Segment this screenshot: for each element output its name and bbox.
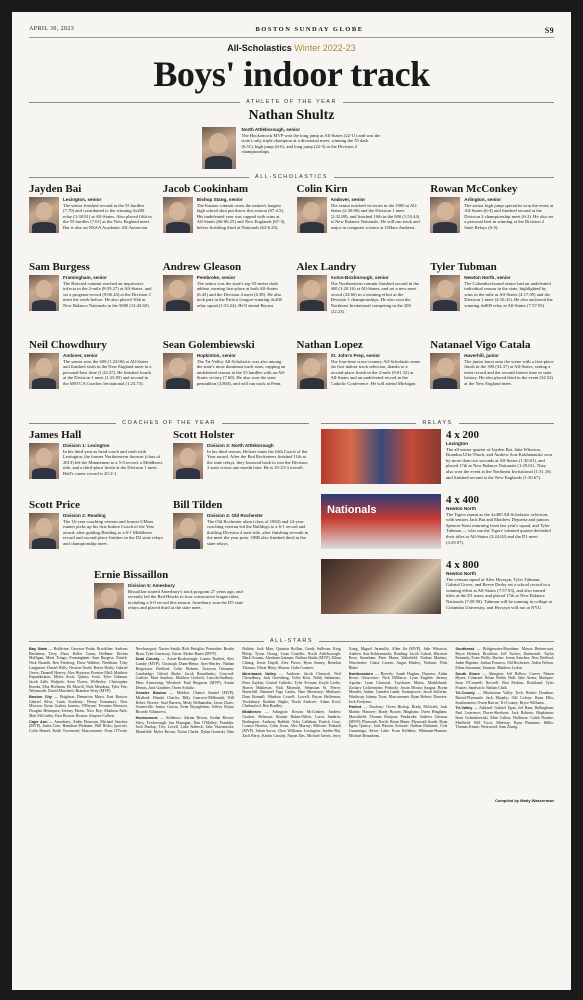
relays-column	[321, 415, 554, 633]
league-name: Merrimack Valley	[242, 670, 276, 676]
athlete-body	[430, 353, 554, 413]
athlete-blurb: The senior notched victories in the 1000 at All-States (2:30.06) and the Division 1 meet (2:32.88), and finished 10th in the 800 (1:55.44) at New Balance Nationals. He will run track and major in computer science at UMass Amherst.	[330, 202, 420, 230]
coach-card	[173, 499, 309, 565]
athlete-card	[430, 261, 554, 335]
athlete-card	[297, 183, 421, 257]
athlete-name: Rowan McConkey	[430, 183, 518, 195]
relay-entry	[321, 429, 554, 489]
athlete-blurb: The senior finished second in the 55 hurdles (7.70) and contributed to the winning 4x200 relay (1:30.01) at All-States. Also placed fifth in the 55 hurdles (7.61) at the New England meet. Bai is also an NSAA Academic All-American.	[63, 202, 152, 230]
all-stars-league: Greater Boston — Malden: Chance Saintel (MVP), Medford: Dimitri Charles; Billy Guerrero-Milbrandt; Will Kebei; Revere: Saul Barrera, Medy Belhamdini, Jason Chaiv; Somerville: Junior Garcia, Evan Brynglehim, Jeffrey Rojas; Ricardo Villanueva.	[135, 690, 235, 715]
coach-name: Scott Price	[29, 499, 80, 511]
league-athletes: Amesbury: Aiden Donovan, Michael Sanchez (MVP), Justin Cote; Hamilton-Wenham: Will Hicks; Ipswich: Colin Hamel, Keith Townsend; Masconomet: Evan O'Toole; Newburyport: Xavier Smith, Rich Pettiglio; Pentucket: Brodie Ryan, Tyler Carraway; Triton: Parker Burns (MVP).	[29, 647, 235, 733]
athlete-text	[464, 197, 554, 257]
athlete-body	[297, 197, 421, 257]
athlete-text	[464, 275, 554, 335]
athlete-body	[29, 275, 153, 335]
athlete-body	[163, 197, 287, 257]
coach-photo	[173, 513, 203, 549]
section-all-scholastics: ALL-SCHOLASTICS	[29, 174, 554, 180]
coach-body	[29, 513, 165, 565]
all-stars-list	[29, 647, 554, 797]
athlete-text	[197, 353, 287, 413]
coach-blurb: In his third year as head coach and sixth with Lexington, the former Northeastern thrower (class of 2013) led the Minutemen to a 5-0 record, a Middlesex title, and a third-place finish at the Division 1 meet. Hall's career record is 25-2-1.	[63, 448, 163, 476]
league-name: Tri-County	[455, 690, 475, 696]
athlete-name: Colin Kirn	[296, 183, 348, 195]
athlete-blurb: The Harvard commit reached an impressive trifecta in the 2-mile (8:59.27) at All-States, and set a program-record (9:06.44) at the Division 1 meet the week before. He also placed 10th at New Balance Nationals in the 5000 (14:43.60).	[63, 280, 152, 308]
issue-date: APRIL 30, 2023	[29, 26, 75, 32]
athlete-blurb: The senior won the 600 (1:23.06) at All-States and finished sixth in the New England meet in a personal-best time (1:22.47). He finished fourth at the Division 1 meet (1:23.83) and second in the MSTCA Coaches Invitational (1:23.73).	[63, 358, 152, 386]
relay-school: Lexington	[446, 441, 468, 446]
coach-card	[29, 429, 165, 495]
athlete-photo	[29, 197, 59, 233]
coach-text	[128, 583, 244, 633]
coach-school: Division 3: North Attleborough	[207, 443, 274, 448]
league-athletes: Blackstone Valley Tech: Robert Donahue; Bristol-Plymouth: Jack Murphy; Old Colony: Ryan Ellis; Southeastern: Owen Barros; Tri-County: Bryce Williams.	[455, 691, 554, 705]
athlete-text	[464, 353, 554, 413]
relay-blurb: The veteran squad of Alex Hryszyn, Tyler Tubman, Gabriel Grove, and Reeve Derby set a school record in a winning effort at All-States (7:57.93), and also earned titles at the D1 meet, and placed 17th at New Balance Nationals (7:58.90). Tubman will be running in college at Columbia University, and Hryszyn will run at NYU.	[446, 576, 552, 610]
league-name: Middlesex	[242, 709, 261, 715]
coach-text	[63, 513, 165, 565]
athlete-text	[63, 197, 153, 257]
relay-banner: Nationals	[327, 504, 377, 516]
league-athletes: Acton-Boxborough: Lomin Bartlett, Alex Landry (MVP), Christoph Dunn-Heinz; Ayer-Shirley: Nathan Bergessen; Bedford: Colin Holmes, Grayson Ortmann; Cambridge: Gilead Abebe, Jacob Brondinsky; Concord-Carlisle: Matt Sanchez, Matthew Gerlach; Lincoln-Sudbury: Marc Armstrong; Westford: Paul Bergeron (MVP), Austin Dennis, Jack Gauthier, Owen Schultz.	[135, 657, 235, 690]
athlete-blurb: The four-time cross-country All-Scholastic earns his first indoor track selection, thanks to a second-place finish in the 2-mile (9:01.32) at All-States and an undefeated record in the Catholic Conference. He will attend Michigan.	[330, 358, 421, 386]
athlete-school: North Attleborough, senior	[241, 127, 301, 132]
league-name: Boston City	[29, 694, 52, 700]
athlete-name: Alex Landry	[296, 261, 357, 273]
athlete-school: Newton North, senior	[464, 275, 511, 280]
athlete-photo	[29, 353, 59, 389]
athlete-blurb: The junior burst onto the scene with a first-place finish in the 300 (34.37) at All-States, setting a meet record and the second-fastest time in state history. He also placed third in the event (34.52) at the New England meet.	[464, 358, 554, 386]
league-name: Southeast	[455, 647, 475, 651]
all-scholastics-grid	[29, 183, 554, 413]
page-header	[29, 26, 554, 38]
athlete-card	[430, 339, 554, 413]
athlete-photo	[29, 275, 59, 311]
athlete-photo	[202, 127, 236, 169]
coach-card	[94, 569, 244, 633]
athlete-name: Sean Golembiewski	[162, 339, 255, 351]
coach-photo	[173, 443, 203, 479]
page-title: Boys' indoor track	[153, 54, 430, 94]
athlete-photo	[297, 353, 327, 389]
league-name: Northeastern	[348, 670, 373, 676]
section-coaches: COACHES OF THE YEAR	[29, 420, 309, 426]
league-athletes: Ashland: Gabriel Egan, Jed Ham; Bellingham: Paul Lawrence; Dover-Sherborn: Jack Roberts; Hopkinton: Sean Golembiewski, Matt Cullen; Holliston: Caleb Rourke; Medfield: Will Tocci; Medway: Ryan Plummer; Millis: Thomas Keane; Westwood: Sam Zhang.	[455, 706, 554, 730]
coach-school: Division 5: Amesbury	[128, 583, 175, 588]
coaches-column	[29, 415, 309, 633]
relay-blurb: The Tigers repeat as the 4x400 All-Scholastic selection, with seniors Jack Bai and Matthew Dejuerta and juniors Spencer Kent returning from last year's squad, and Tyler Tubman — who ran the Tigers' talented quartet defended their titles at All-States (3:24.62) and the D1 meet (3:29.97).	[446, 511, 551, 545]
coach-name: James Hall	[29, 429, 82, 441]
league-athletes: Duxbury: Owen Bishop, Brady McGrath, Jack Martin; Hanover: Brady Brown; Hingham: Owen Hingham; Marshfield: Thomas Bonjour; Pembroke: Andrew Gleason (MVP); Plymouth North: Brian Mann; Plymouth South: Ryan Egan; Quincy: Jack Bloom; Scituate: Nathan Duhamel, Cole Cummings; Silver Lake: Evan Kelleher; Whitman-Hanson: Michael Beaudreau.	[348, 705, 448, 738]
relay-text	[446, 441, 554, 489]
athlete-photo	[297, 197, 327, 233]
athlete-school: Hopkinton, senior	[196, 353, 236, 358]
page-number: S9	[544, 26, 554, 35]
athlete-blurb: The senior was the state's top 55-meter dash athlete, earning first-place at both All-States (6.43) and the Division 4 meet (6.38). He also took part in the Patriot League-winning 4x200 relay squad (1:33.24). He'll attend Bryant.	[196, 280, 282, 308]
coach-text	[63, 443, 165, 495]
all-stars-league: Bay State — Boldtrine: Greyson Prada; Brookline: Andreas Bertsimas, Terry Zhou; Keller Cantu; Dedham: Declan Mulligan, Mark Tringo; Framingham: Sam Burgess; Natick: Nick Brandli, Ben Feinberg; Drew Walther; Needham: Toby Langmore; Daniel Wills; Newton North: Reeve Derby, Gabriel Grove, Dunnell Harvey, Alex Hryszyn; Everton Mall; Matthew Papanikolaou, Myles Scott; Quincy Scott, Tyler Tubman, Jacob Zalb; Walpole: Sean Norris; Wellesley: Christopher Brooks, Max Hoffman, Eli Morrill, Nick Mendoza; Tyler Yen; Weymouth: David Marchetti; Brandon Wray (MVP).	[29, 647, 128, 694]
athlete-card	[29, 261, 153, 335]
athlete-blurb: The Hockomock MVP won the long jump at All-States (22-11) and was the state's only triple champion at a divisional meet, winning the 55 dash (6.51), high jump (6-6), and long jump (22-5) at the Division 2 championships.	[241, 132, 381, 155]
coach-card	[29, 499, 165, 565]
league-athletes: Attleboro: Adrian Rivera, Jordan Rivera-Silva, Foxborough: Ian Flanagan, Dan O'Malley; Franklin: Josh Dunlap, Trey Lovell, Luke Stebeck; Jake Vazzanicola; Mansfield: Myles Brown, Nolan Clarke, Dylan Grzinski, Nate Hobbie, Jack Marr, Quinton Rollins, Grady Sullivan; King Philip: Tyson Chong, Liam Costello; North Attleborough: Mark Gronau, Abraham Gutman; Nathan Shultz (MVP), Ethan Chiang, Jessie Dupill, Alex Pierce, Ryan Sarney, Brendan Thomas; Oliver Riley; Sharon: Gabe Cormier.	[135, 647, 341, 734]
athlete-card	[430, 183, 554, 257]
section-athlete-of-year: ATHLETE OF THE YEAR	[29, 99, 554, 105]
league-athletes: Beverly: Jonah Hughes; Danvers: Aidan Rowe; Gloucester: Nick DiMarco; Lynn English: Jeremy Aguilar; Lynn Classical: Tayshawn Matos; Marblehead: Zachary Lichtenstein; Peabody: Justin Moura; Saugus: Bryan Mendes; Salem: Camden Lamb; Swampscott: Jacob Sullivan; Winthrop: Johnny Toon; Masconomet: Ryan Hebert; Danvers: Jack Frodyma.	[348, 671, 448, 704]
athlete-name: Jayden Bai	[29, 183, 82, 195]
athlete-text	[63, 275, 153, 335]
coach-school: Division 1: Lexington	[63, 443, 110, 448]
athlete-card	[163, 183, 287, 257]
coaches-relays-row	[29, 415, 554, 633]
coach-blurb: The Old Rochester alum (class of 1984) and 24-year coaching veteran led the Bulldogs to a 6-1 record and thrilling Division 4 state title, after finishing seventh in the meet the year prior. ORR also finished third in the state relays.	[207, 518, 309, 546]
coach-school: Division 4: Old Rochester	[207, 513, 263, 518]
all-stars-league: Patriot — Duxbury: Owen Bishop, Brady McGrath, Jack Martin; Hanover: Brady Brown; Hingham: Owen Hingham; Marshfield: Thomas Bonjour; Pembroke: Andrew Gleason (MVP); Plymouth North: Brian Mann; Plymouth South: Ryan Egan; Quincy: Jack Bloom; Scituate: Nathan Duhamel, Cole Cummings; Silver Lake: Evan Kelleher; Whitman-Hanson: Michael Beaudreau.	[348, 704, 448, 738]
athlete-photo	[297, 275, 327, 311]
athlete-name: Tyler Tubman	[430, 261, 497, 273]
relay-name: 4 x 200	[446, 429, 479, 441]
relay-text	[446, 506, 554, 554]
coach-school: Division 2: Reading	[63, 513, 106, 518]
athlete-school: Acton-Boxborough, senior	[330, 275, 389, 280]
athlete-body	[29, 197, 153, 257]
athlete-school: Pembroke, senior	[196, 275, 236, 280]
relay-name: 4 x 800	[446, 559, 479, 571]
all-stars-league: Northeastern — Beverly: Jonah Hughes; Danvers: Aidan Rowe; Gloucester: Nick DiMarco; Lynn English: Jeremy Aguilar; Lynn Classical: Tayshawn Matos; Marblehead: Zachary Lichtenstein; Peabody: Justin Moura; Saugus: Bryan Mendes; Salem: Camden Lamb; Swampscott: Jacob Sullivan; Winthrop: Johnny Toon; Masconomet: Ryan Hebert; Danvers: Jack Frodyma.	[348, 670, 448, 704]
all-stars-league: Dual County — Acton-Boxborough: Lomin Bartlett, Alex Landry (MVP), Christoph Dunn-Heinz; Ayer-Shirley: Nathan Bergessen; Bedford: Colin Holmes, Grayson Ortmann; Cambridge: Gilead Abebe, Jacob Brondinsky; Concord-Carlisle: Matt Sanchez, Matthew Gerlach; Lincoln-Sudbury: Marc Armstrong; Westford: Paul Bergeron (MVP), Austin Dennis, Jack Gauthier, Owen Schultz.	[135, 656, 235, 690]
athlete-text	[63, 353, 153, 413]
athlete-text	[331, 275, 421, 335]
masthead: BOSTON SUNDAY GLOBE	[255, 26, 364, 33]
coach-text	[207, 443, 309, 495]
athlete-card	[297, 339, 421, 413]
coach-photo	[29, 443, 59, 479]
athlete-school: Arlington, senior	[464, 197, 501, 202]
athlete-name: Sam Burgess	[29, 261, 90, 273]
athlete-school: Andover, senior	[330, 197, 366, 202]
league-name: Dual County	[135, 656, 160, 662]
athlete-blurb: The Kansas commit owns the nation's longest high school shot put throw this season (67-4.5). His undefeated year was capped with wins at All-States (66-06.25) and New Englands (67-3), before finishing third at Nationals (63-6.25).	[196, 202, 286, 230]
coach-blurb: Bissaillon started Amesbury's track program 27 years ago, and recently led the Red Hawks to four consecutive league titles, including a 6-0 record this season. Amesbury won the D5 state relays and placed third at the state meet.	[128, 588, 244, 611]
league-name: Bay State	[29, 647, 48, 651]
athlete-school: St. John's Prep, senior	[330, 353, 381, 358]
coach-name: Ernie Bissaillon	[94, 569, 169, 581]
relay-blurb: The all-senior quartet of Jayden Bai, Jake Whorton, Brandon Ulfa-Thach, and Andrew Sou-Kokhanauski won by more than two seconds at All-States (1:30.01), and placed 17th at New Balance Nationals (1:29.01). They also won the event at the Northeast Invitational (1:31.18) and finished second at the New Englands (1:30.67).	[446, 446, 552, 480]
coach-body	[173, 513, 309, 565]
athlete-school: Framingham, senior	[63, 275, 107, 280]
section-all-stars: ALL-STARS	[29, 638, 554, 644]
coach-name: Scott Holster	[173, 429, 235, 441]
athlete-of-year-name: Nathan Shultz	[248, 108, 335, 123]
athlete-blurb: The Northeastern commit finished second in the 600 (1:20.16) at All-States, and set a new meet record (24.66) in a winning effort at the Division 1 championships. He also won the Northeast Invitational competing in the 200 (22.23).	[330, 280, 420, 314]
athlete-body	[430, 275, 554, 335]
athlete-blurb: The Columbia-bound senior had an undefeated individual season in the state, highlighted by wins in the mile at All-States (4:17.09) and the Division 1 meet (4:16.41). He also anchored the winning 4x800 relay at All-States (7:57.93).	[464, 280, 553, 308]
coach-text	[207, 513, 309, 565]
league-name: Greater Boston	[135, 690, 167, 696]
athlete-body	[297, 275, 421, 335]
coach-card	[94, 569, 244, 633]
relay-entry	[321, 494, 554, 554]
relay-info	[446, 559, 554, 619]
athlete-body	[430, 197, 554, 257]
all-stars-league: Southeast — Bridgewater-Raynham: Mason Bettencourt, Bryce Holmes; Brockton: Jeff Tucker; Dartmouth: Taylor Kennedy, Evan Wolfe; Durfee: Jerem Sanchez; New Bedford: Jaden Baptiste, Joshua Fonseca; Old Rochester: Aiden Nelson, Ethan Jussaume; Taunton: Matthew Lydon.	[455, 647, 554, 670]
all-stars-league: Boston City — Brighton: Demarion Mayo, East Boston: Gabriel Silva; Latin Academy: Henry Kanamori; New Mission: Keirn Godrey Jaurins; O'Bryant: Tevarius Bettcorn, Douglas Henriquez, Jeremy Moise, Nico Rey; Madison Park: Matt McCarthy; East Boston: Boston: Amyure Colbert.	[29, 694, 128, 718]
all-stars-league: Hockomock — Attleboro: Adrian Rivera, Jordan Rivera-Silva, Foxborough: Ian Flanagan, Dan O'Malley; Franklin: Josh Dunlap, Trey Lovell, Luke Stebeck; Jake Vazzanicola; Mansfield: Myles Brown, Nolan Clarke, Dylan Grzinski, Nate Hobbie, Jack Marr, Quinton Rollins, Grady Sullivan; King Philip: Tyson Chong, Liam Costello; North Attleborough: Mark Gronau, Abraham Gutman; Nathan Shultz (MVP), Ethan Chiang, Jessie Dupill, Alex Pierce, Ryan Sarney, Brendan Thomas; Oliver Riley; Sharon: Gabe Cormier.	[135, 647, 341, 734]
all-stars-league: Cape Ann — Amesbury: Aiden Donovan, Michael Sanchez (MVP), Justin Cote; Hamilton-Wenham: Will Hicks; Ipswich: Colin Hamel, Keith Townsend; Masconomet: Evan O'Toole; Newburyport: Xavier Smith, Rich Pettiglio; Pentucket: Brodie Ryan, Tyler Carraway; Triton: Parker Burns (MVP).	[29, 647, 235, 733]
league-name: Patriot	[348, 704, 362, 710]
athlete-of-year	[202, 127, 382, 169]
relay-text	[446, 571, 554, 619]
all-stars-league: Middlesex — Arlington: Rowan McConkey, Andrew Gordon; Belmont: Ronnie Rubin-Ohlen, Lucas Sandrin; Burlington: Anthony Babbitt; Tyler Callahan; Patrick Gray; Connor Herrera, Colin Irwin, Alec Murray; Melrose: Prakash (MVP), Julian Sacca; Chris Williams; Lexington: Jayden Bai, Zach Berry, Kaden Cassidy, Nayan Das, Michael Geerts, Jerry Gong, Miguel Jaramillo, Allen Jia (MVP), Jake Whorton, Andrew Sou-Kokhanauski; Reading: Jacob Cabral, Harrison Rose; Stoneham: Peter Marra; Wakefield: Nathan Martino; Winchester: Chase Curran, Angus Hanley; Woburn: Nick Blake.	[242, 647, 448, 738]
all-stars-league: South Shore — Abington: Jeff Bellew; Carver: Mason Hynes; Cohasset: Ethan Walsh; Hull: Jake Arena; Mashpee: Sean O'Connell; Norwell: Ben Perkins; Rockland: Tyler Frazier; Sandwich: Nathan Clark.	[455, 670, 554, 690]
athlete-photo	[163, 275, 193, 311]
relay-school: Newton North	[446, 571, 477, 576]
relay-info	[446, 429, 554, 489]
athlete-card	[297, 261, 421, 335]
athlete-blurb: The senior high jump specialist won the event at All-States (6-4) and finished second at the Division 2 championship meet (6-2). He also set a personal best in winning at the Division 2 State Relays (6-5).	[464, 202, 554, 230]
newspaper-page	[12, 12, 571, 990]
coach-photo	[94, 583, 124, 619]
athlete-name: Nathan Lopez	[296, 339, 363, 351]
athlete-school: Lexington, senior	[63, 197, 102, 202]
league-athletes: Arlington: Rowan McConkey, Andrew Gordon; Belmont: Ronnie Rubin-Ohlen, Lucas Sandrin; Burlington: Anthony Babbitt; Tyler Callahan; Patrick Gray; Connor Herrera, Colin Irwin, Alec Murray; Melrose: Prakash (MVP), Julian Sacca; Chris Williams; Lexington: Jayden Bai, Zach Berry, Kaden Cassidy, Nayan Das, Michael Geerts, Jerry Gong, Miguel Jaramillo, Allen Jia (MVP), Jake Whorton, Andrew Sou-Kokhanauski; Reading: Jacob Cabral, Harrison Rose; Stoneham: Peter Marra; Wakefield: Nathan Martino; Winchester: Chase Curran, Angus Hanley; Woburn: Nick Blake.	[242, 647, 448, 738]
athlete-name: Natanael Vigo Catala	[430, 339, 531, 351]
athlete-text	[197, 197, 287, 257]
league-athletes: Andover: Jacob Christofi, Neil Chowdhury, Jack Greenberg, Colin Kirn, Teddy Salamone, Peter Zaykin; Central Catholic: Tyler Fortune, Koyle Leslie, Shawn Matheson, Nick Mormile, Sebastian St. Pierre; Haverhill: Natanael Vigo Catala, Nate Morrissey; Methuen: Dam Bonnell; Windsor Lowell: Lowell: Bryan Heffernan; Tewksbury: Ibrahim Nagbe; North Andover: Adam Koul; Chelmsford: Ben Bradley.	[242, 671, 341, 709]
league-name: Cape Ann	[29, 718, 48, 724]
coach-name: Bill Tilden	[173, 499, 223, 511]
coach-body	[29, 443, 165, 495]
athlete-photo	[430, 353, 460, 389]
coach-body	[173, 443, 309, 495]
athlete-text	[331, 197, 421, 257]
league-name: Tri-Valley	[455, 705, 473, 711]
league-athletes: Bridgewater-Raynham: Mason Bettencourt, Bryce Holmes; Brockton: Jeff Tucker; Dartmouth: Taylor Kennedy, Evan Wolfe; Durfee: Jerem Sanchez; New Bedford: Jaden Baptiste, Joshua Fonseca; Old Rochester: Aiden Nelson, Ethan Jussaume; Taunton: Matthew Lydon.	[455, 647, 554, 670]
series-name: All-Scholastics	[227, 43, 292, 53]
league-name: Hockomock	[135, 714, 158, 720]
coach-body	[94, 583, 244, 633]
league-name: South Shore	[455, 670, 480, 676]
athlete-body	[163, 275, 287, 335]
athlete-photo	[430, 275, 460, 311]
series-year: Winter 2022-23	[294, 43, 356, 53]
athlete-body	[29, 353, 153, 413]
coach-card	[173, 429, 309, 495]
athlete-card	[29, 183, 153, 257]
athlete-card	[29, 339, 153, 413]
relay-entry	[321, 559, 554, 619]
relay-school: Newton North	[446, 506, 477, 511]
athlete-school: Haverhill, junior	[464, 353, 499, 358]
coach-photo	[29, 513, 59, 549]
athlete-body	[297, 353, 421, 413]
league-athletes: Malden: Chance Saintel (MVP), Medford: Dimitri Charles; Billy Guerrero-Milbrandt; Will Kebei; Revere: Saul Barrera, Medy Belhamdini, Jason Chaiv; Somerville: Junior Garcia, Evan Brynglehim, Jeffrey Rojas; Ricardo Villanueva.	[135, 691, 235, 715]
coaches-grid	[29, 429, 309, 565]
athlete-of-year-text	[242, 127, 382, 169]
athlete-school: Andover, senior	[63, 353, 98, 358]
relay-photo	[321, 494, 441, 549]
section-relays: RELAYS	[321, 420, 554, 426]
all-stars-league: Tri-County — Blackstone Valley Tech: Robert Donahue; Bristol-Plymouth: Jack Murphy; Old Colony: Ryan Ellis; Southeastern: Owen Barros; Tri-County: Bryce Williams.	[455, 690, 554, 705]
relay-photo	[321, 559, 441, 614]
series-label	[29, 43, 554, 53]
athlete-photo	[163, 197, 193, 233]
league-athletes: Boldtrine: Greyson Prada; Brookline: Andreas Bertsimas, Terry Zhou; Keller Cantu; Dedham: Declan Mulligan, Mark Tringo; Framingham: Sam Burgess; Natick: Nick Brandli, Ben Feinberg; Drew Walther; Needham: Toby Langmore; Daniel Wills; Newton North: Reeve Derby, Gabriel Grove, Dunnell Harvey, Alex Hryszyn; Everton Mall; Matthew Papanikolaou, Myles Scott; Quincy Scott, Tyler Tubman, Jacob Zalb; Walpole: Sean Norris; Wellesley: Christopher Brooks, Max Hoffman, Eli Morrill, Nick Mendoza; Tyler Yen; Weymouth: David Marchetti; Brandon Wray (MVP).	[29, 647, 128, 694]
athlete-name: Andrew Gleason	[162, 261, 242, 273]
athlete-text	[197, 275, 287, 335]
athlete-card	[163, 261, 287, 335]
athlete-blurb: The Tri-Valley All-Scholastic was also among the state's most dominant track stars, capping an undefeated season in the 55 hurdles with an All-States victory (7.60). He also won the state pentathlon (3,804), and will run track at Penn.	[196, 358, 286, 386]
athlete-photo	[163, 353, 193, 389]
athlete-school: Bishop Stang, senior	[196, 197, 243, 202]
all-stars-league: Merrimack Valley — Andover: Jacob Christofi, Neil Chowdhury, Jack Greenberg, Colin Kirn, Teddy Salamone, Peter Zaykin; Central Catholic: Tyler Fortune, Koyle Leslie, Shawn Matheson, Nick Mormile, Sebastian St. Pierre; Haverhill: Natanael Vigo Catala, Nate Morrissey; Methuen: Dam Bonnell; Windsor Lowell: Lowell: Bryan Heffernan; Tewksbury: Ibrahim Nagbe; North Andover: Adam Koul; Chelmsford: Ben Bradley.	[242, 670, 341, 709]
athlete-name: Jacob Cookinham	[162, 183, 249, 195]
all-stars-league: Tri-Valley — Ashland: Gabriel Egan, Jed Ham; Bellingham: Paul Lawrence; Dover-Sherborn: Jack Roberts; Hopkinton: Sean Golembiewski, Matt Cullen; Holliston: Caleb Rourke; Medfield: Will Tocci; Medway: Ryan Plummer; Millis: Thomas Keane; Westwood: Sam Zhang.	[455, 705, 554, 730]
relay-photo	[321, 429, 441, 484]
relay-name: 4 x 400	[446, 494, 479, 506]
athlete-card	[163, 339, 287, 413]
athlete-name: Neil Chowdhury	[29, 339, 107, 351]
league-athletes: Abington: Jeff Bellew; Carver: Mason Hynes; Cohasset: Ethan Walsh; Hull: Jake Arena; Mashpee: Sean O'Connell; Norwell: Ben Perkins; Rockland: Tyler Frazier; Sandwich: Nathan Clark.	[455, 671, 554, 690]
coach-blurb: In his third season, Holster earns his fifth Coach of the Year award. After the Red Rocketeers finished 11th at the state relays, they bounced back to win the Division 3 state crown one month later. He is 35-23-3 overall.	[207, 448, 308, 471]
athlete-photo	[430, 197, 460, 233]
compiled-credit: Compiled by Matty Wasserman	[495, 798, 554, 803]
coach-blurb: The 16-year coaching veteran and former UMass runner picks up his first Indoor Coach of the Year award, after guiding Reading to a 6-1 Middlesex record and second-place finishes in the D2 state relays and championship meet.	[63, 518, 164, 546]
league-athletes: Brighton: Demarion Mayo, East Boston: Gabriel Silva; Latin Academy: Henry Kanamori; New Mission: Keirn Godrey Jaurins; O'Bryant: Tevarius Bettcorn, Douglas Henriquez, Jeremy Moise, Nico Rey; Madison Park: Matt McCarthy; East Boston: Boston: Amyure Colbert.	[29, 695, 128, 718]
athlete-text	[331, 353, 421, 413]
relays-list	[321, 429, 554, 619]
athlete-body	[163, 353, 287, 413]
relay-info	[446, 494, 554, 554]
